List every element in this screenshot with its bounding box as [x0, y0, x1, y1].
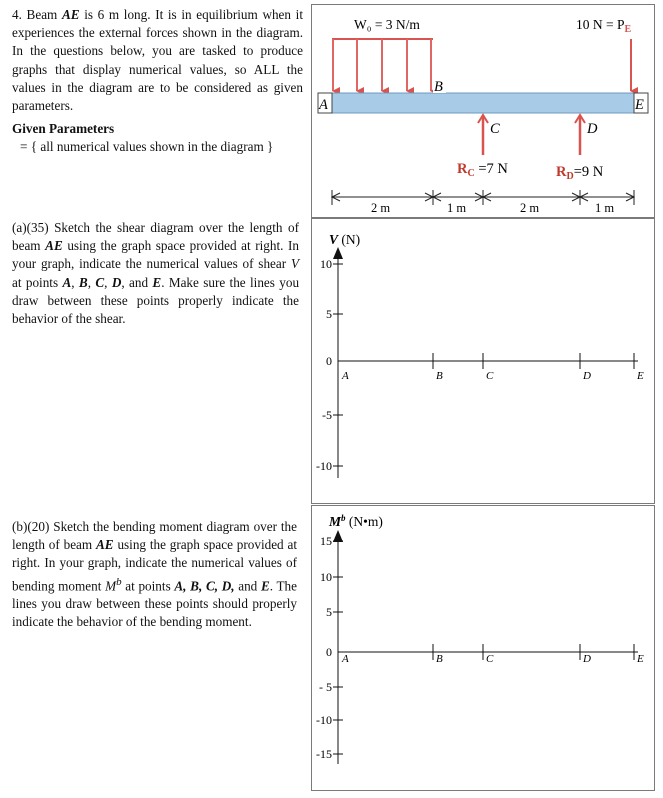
point-d-label: D	[587, 121, 598, 137]
dimension-ab: 2 m	[371, 201, 391, 215]
shear-y-tick-label: 5	[326, 307, 332, 321]
dimension-de: 1 m	[595, 201, 615, 215]
shear-point-e: E	[637, 370, 644, 382]
shear-y-tick-label: -5	[322, 408, 332, 422]
point-c-label: C	[490, 121, 500, 137]
moment-y-tick-label: - 5	[319, 680, 332, 694]
free-body-diagram	[312, 5, 654, 217]
free-body-diagram-panel	[311, 4, 655, 218]
beam-name: AE	[61, 7, 80, 22]
dimension-bc: 1 m	[447, 201, 467, 215]
shear-y-axis-arrow	[333, 247, 343, 259]
moment-point-b: B	[436, 653, 443, 665]
moment-point-d: D	[583, 653, 591, 665]
problem-statement: 4. Beam AE is 6 m long. It is in equilibrium when it experiences the external forces shown in the diagram. In the questions below, you are tasked to produce graphs that display numerical values, so ALL the values in the diagram are to be considered as given parameters.	[12, 7, 303, 114]
shear-point-a: A	[342, 370, 349, 382]
part-a-question: (a)(35) Sketch the shear diagram over the length of beam AE using the graph space provided at right. In your graph, indicate the numerical values of shear V at points A, B, C, D, and E. Make sure the lines you draw between these points properly indicate the behavior of the shear.	[12, 220, 300, 327]
shear-graph-panel	[311, 218, 655, 504]
point-e-label: E	[635, 97, 644, 113]
point-load-label: 10 $N = P_E$	[576, 17, 632, 35]
shear-point-c: C	[486, 370, 494, 382]
part-b-question: (b)(20) Sketch the bending moment diagram over the length of beam AE using the graph space provided at right. In your graph, indicate the numerical values of bending moment $M^b$ at points A, B, C, D, and E. The lines you draw between these points should properly indicate the behavior of the bending moment.	[12, 519, 297, 630]
moment-y-tick-label: -10	[316, 713, 332, 727]
moment-graph	[312, 506, 654, 790]
given-parameters-title: Given Parameters	[12, 121, 115, 136]
moment-y-tick-label: 5	[326, 605, 332, 619]
shear-y-tick-label: 0	[326, 354, 332, 368]
point-b-label: B	[434, 79, 443, 95]
moment-y-axis-arrow	[333, 530, 343, 542]
moment-y-tick-label: 10	[320, 570, 332, 584]
moment-y-tick-label: -15	[316, 747, 332, 761]
shear-point-d: D	[583, 370, 591, 382]
reaction-c-label: $R_C =7$ N	[457, 161, 508, 179]
moment-axis-label: $M^b$ (N•m)	[329, 513, 383, 529]
moment-graph-panel	[311, 505, 655, 791]
moment-point-a: A	[342, 653, 349, 665]
moment-point-c: C	[486, 653, 494, 665]
point-a-label: A	[319, 97, 328, 113]
moment-point-e: E	[637, 653, 644, 665]
problem-number: 4.	[12, 7, 22, 22]
given-parameters-body: = { all numerical values shown in the diagram }	[20, 139, 274, 154]
beam-ae	[332, 93, 634, 113]
moment-y-tick-label: 0	[326, 645, 332, 659]
shear-point-b: B	[436, 370, 443, 382]
shear-y-tick-label: 10	[320, 257, 332, 271]
moment-y-tick-label: 15	[320, 534, 332, 548]
shear-graph	[312, 219, 654, 503]
distributed-load-label: W₀ = 3 N/m	[354, 17, 420, 32]
shear-y-tick-label: -10	[316, 459, 332, 473]
dimension-cd: 2 m	[520, 201, 540, 215]
shear-axis-label: V (N)	[329, 232, 361, 247]
reaction-d-label: $R_D=9$ N	[556, 164, 604, 182]
distributed-load	[332, 38, 433, 91]
